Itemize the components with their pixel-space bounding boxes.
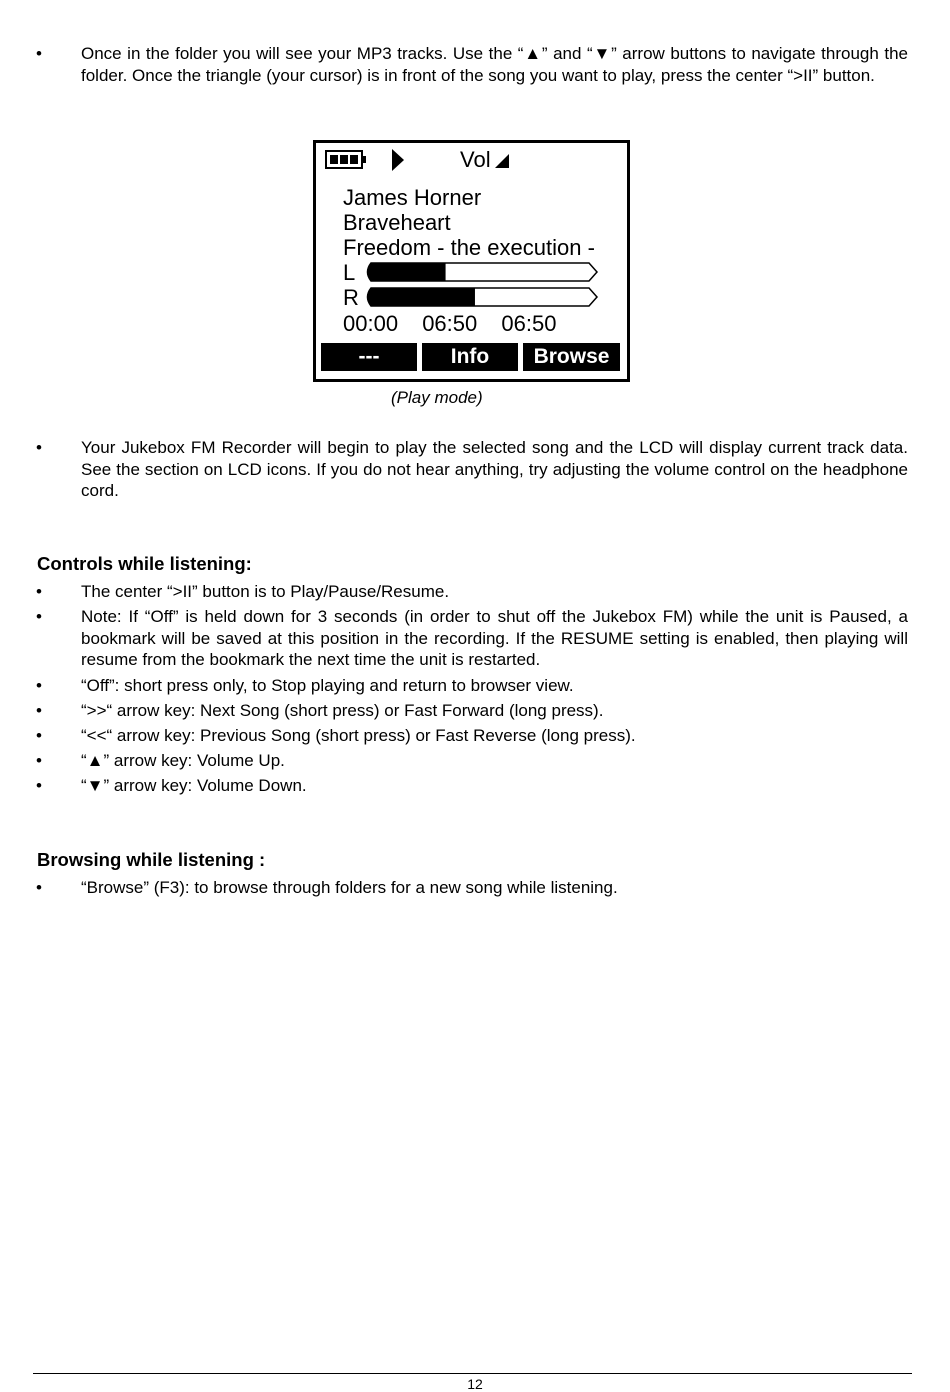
lcd-softkeys: [321, 343, 621, 371]
figure-caption: (Play mode): [391, 388, 483, 407]
lcd-left-label: L: [343, 260, 356, 285]
lcd-times: [343, 311, 556, 336]
bullet-text: “<<“ arrow key: Previous Song (short press) or Fast Reverse (long press).: [81, 726, 636, 745]
play-triangle-icon: [390, 148, 406, 172]
softkey-browse: Browse: [523, 343, 620, 371]
softkey-f1: ---: [321, 343, 417, 371]
bullet-dot: •: [36, 878, 42, 897]
footer-rule: [33, 1373, 912, 1374]
bullet-text: “>>“ arrow key: Next Song (short press) or Fast Forward (long press).: [81, 701, 604, 720]
page-number: 12: [467, 1376, 483, 1392]
lcd-artist: James Horner: [343, 185, 482, 210]
controls-bullet: [36, 750, 908, 772]
bullet-dot: •: [36, 701, 42, 720]
left-level-meter: [363, 262, 599, 282]
lcd-screen: [313, 140, 630, 382]
right-level-meter: [363, 287, 599, 307]
bullet-dot: •: [36, 726, 42, 745]
controls-bullet: [36, 725, 908, 747]
bullet-dot: •: [36, 776, 42, 795]
bullet-text: “Browse” (F3): to browse through folders for a new song while listening.: [81, 878, 618, 897]
bullet-dot: •: [36, 676, 42, 695]
lcd-right-label: R: [343, 285, 359, 310]
bullet-text: Once in the folder you will see your MP3 tracks. Use the “▲” and “▼” arrow buttons to navigate through the folder. Once the triangle (your cursor) is in front of the song you want to play, press the center “>II” button.: [81, 44, 908, 85]
battery-icon: [325, 150, 367, 169]
bullet-text: Your Jukebox FM Recorder will begin to play the selected song and the LCD will display current track data. See the section on LCD icons. If you do not hear anything, try adjusting the volume control on the headphone cord.: [81, 438, 908, 500]
controls-bullet: [36, 700, 908, 722]
bullet-text: “Off”: short press only, to Stop playing and return to browser view.: [81, 676, 574, 695]
controls-bullet: [36, 675, 908, 697]
lcd-track-title: Freedom - the execution -: [343, 235, 595, 260]
time-elapsed: 00:00: [343, 311, 399, 336]
lcd-album: Braveheart: [343, 210, 451, 235]
bullet-dot: •: [36, 44, 42, 63]
bullet-dot: •: [36, 751, 42, 770]
time-track: 06:50: [422, 311, 478, 336]
controls-bullet: [36, 606, 908, 671]
browsing-heading: Browsing while listening :: [37, 849, 266, 870]
bullet-text: “▲” arrow key: Volume Up.: [81, 751, 285, 770]
bullet-dot: •: [36, 438, 42, 457]
play-info-bullet: [36, 437, 908, 502]
bullet-text: “▼” arrow key: Volume Down.: [81, 776, 307, 795]
softkey-info: Info: [422, 343, 518, 371]
intro-bullet: [36, 43, 908, 86]
bullet-dot: •: [36, 607, 42, 626]
controls-bullet: [36, 581, 908, 603]
controls-heading: Controls while listening:: [37, 553, 252, 574]
controls-bullet: [36, 775, 908, 797]
bullet-text: Note: If “Off” is held down for 3 seconds (in order to shut off the Jukebox FM) while the unit is Paused, a bookmark will be saved at this position in the recording. If the RESUME setting is enabled, then playing will resume from the bookmark the next time the unit is restarted.: [81, 607, 908, 669]
time-total: 06:50: [501, 311, 557, 336]
browsing-bullet: [36, 877, 908, 899]
volume-wedge-icon: [494, 153, 510, 169]
bullet-text: The center “>II” button is to Play/Pause/Resume.: [81, 582, 450, 601]
volume-label: Vol: [460, 147, 491, 172]
bullet-dot: •: [36, 582, 42, 601]
